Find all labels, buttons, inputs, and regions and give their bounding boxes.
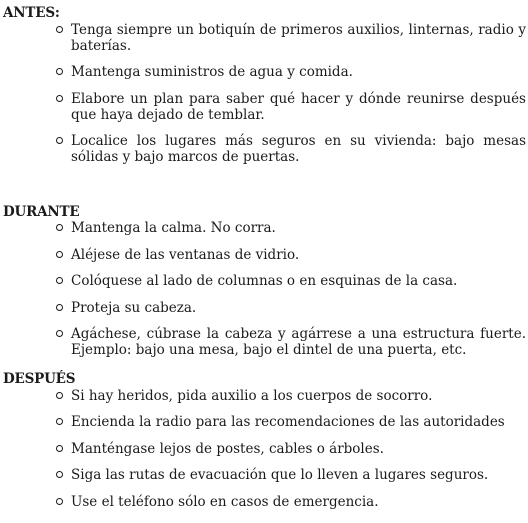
circle-bullet-icon: [56, 392, 63, 399]
list-item: Aléjese de las ventanas de vidrio.: [56, 247, 526, 263]
list-item: Proteja su cabeza.: [56, 300, 526, 316]
circle-bullet-icon: [56, 224, 63, 231]
list-item: Elabore un plan para saber qué hacer y dónde reunirse después que haya dejado de temblar.: [56, 91, 526, 123]
list-item: Mantenga suministros de agua y comida.: [56, 64, 526, 80]
section-heading-antes: ANTES:: [3, 5, 60, 21]
section-heading-durante: DURANTE: [3, 204, 80, 220]
list-item: Siga las rutas de evacuación que lo lleven a lugares seguros.: [56, 467, 526, 483]
list-item: Colóquese al lado de columnas o en esquinas de la casa.: [56, 273, 526, 289]
list-item: Si hay heridos, pida auxilio a los cuerpos de socorro.: [56, 388, 526, 404]
list-item: Use el teléfono sólo en casos de emergencia.: [56, 494, 526, 510]
list-item: Encienda la radio para las recomendaciones de las autoridades: [56, 414, 526, 430]
list-item: Mantenga la calma. No corra.: [56, 220, 526, 236]
circle-bullet-icon: [56, 95, 63, 102]
circle-bullet-icon: [56, 68, 63, 75]
circle-bullet-icon: [56, 251, 63, 258]
section-heading-despues: DESPUÉS: [3, 371, 76, 387]
list-item: Tenga siempre un botiquín de primeros auxilios, linternas, radio y baterías.: [56, 22, 526, 54]
circle-bullet-icon: [56, 304, 63, 311]
circle-bullet-icon: [56, 498, 63, 505]
list-item: Agáchese, cúbrase la cabeza y agárrese a una estructura fuerte. Ejemplo: bajo una mesa, bajo el dintel de una puerta, etc.: [56, 326, 526, 358]
circle-bullet-icon: [56, 445, 63, 452]
circle-bullet-icon: [56, 471, 63, 478]
list-item: Localice los lugares más seguros en su vivienda: bajo mesas sólidas y bajo marcos de puertas.: [56, 133, 526, 165]
circle-bullet-icon: [56, 330, 63, 337]
circle-bullet-icon: [56, 137, 63, 144]
circle-bullet-icon: [56, 418, 63, 425]
circle-bullet-icon: [56, 277, 63, 284]
circle-bullet-icon: [56, 26, 63, 33]
list-item: Manténgase lejos de postes, cables o árboles.: [56, 441, 526, 457]
